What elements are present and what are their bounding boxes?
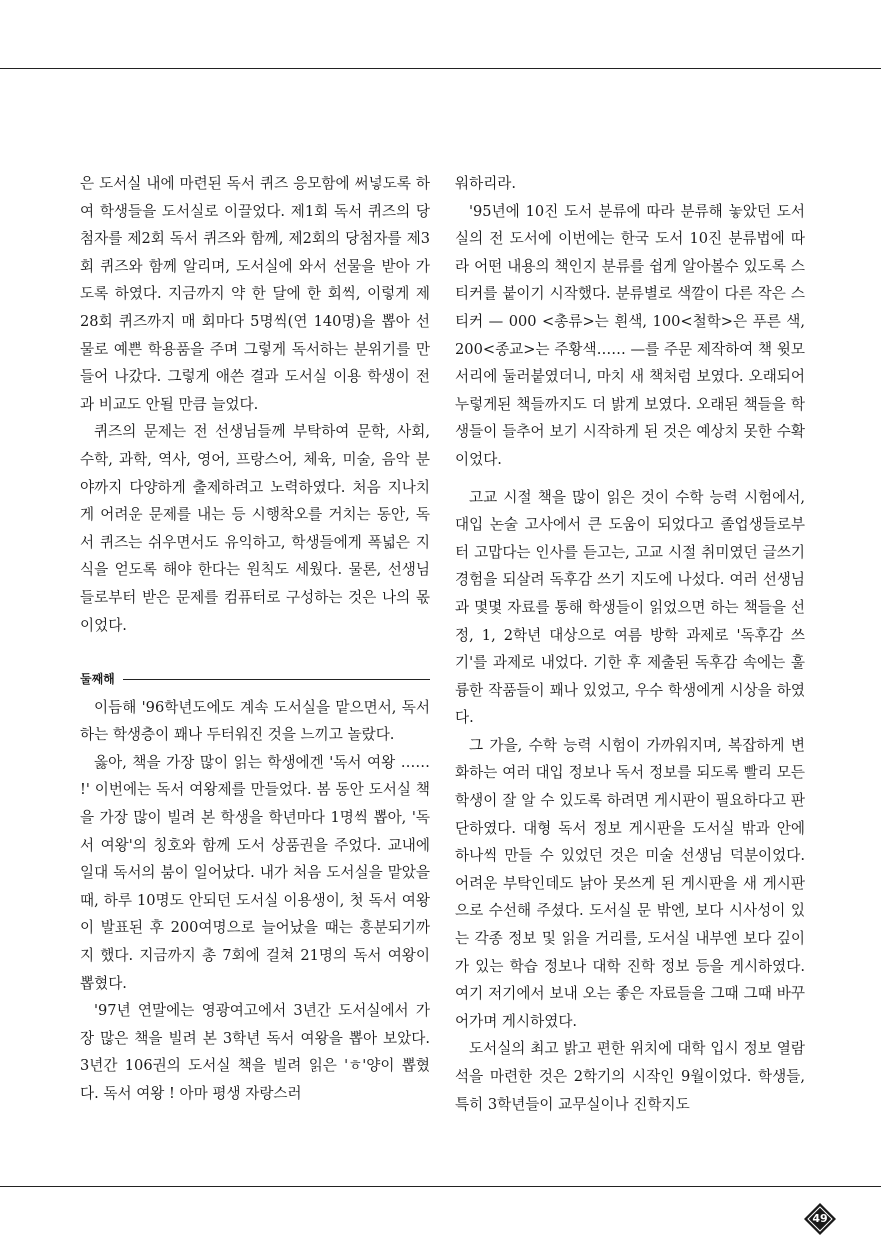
paragraph: 워하리라. [455, 175, 517, 192]
paragraph: '95년에 10진 도서 분류에 따라 분류해 놓았던 도서실의 전 도서에 이번에는 한국 도서 10진 분류법에 따라 어떤 내용의 책인지 분류를 쉽게 알아볼수 있도록 스티커를 붙이기 시작했다. 분류별로 색깔이 다른 작은 스티커 — 000 <총류>는 흰색, 100<철학>은 푸른 색, 200<종교>는 주황색…… —를 주문 제작하여 책 윗모서리에 둘러붙였더니, 마치 새 책처럼 보였다. 오래되어 누렇게된 책들까지도 더 밝게 보였다. 오래된 책들을 학생들이 들추어 보기 시작하게 된 것은 예상치 못한 수확이었다. [455, 202, 805, 468]
paragraph: '97년 연말에는 영광여고에서 3년간 도서실에서 가장 많은 책을 빌려 본 3학년 독서 여왕을 뽑아 보았다. 3년간 106권의 도서실 책을 빌려 읽은 'ㅎ'양이 뽑혔다. 독서 여왕 ! 아마 평생 자랑스러 [80, 1002, 430, 1102]
paragraph: 퀴즈의 문제는 전 선생님들께 부탁하여 문학, 사회, 수학, 과학, 역사, 영어, 프랑스어, 체육, 미술, 음악 분야까지 다양하게 출제하려고 노력하였다. 처음 지나치게 어려운 문제를 내는 등 시행착오를 거치는 동안, 독서 퀴즈는 쉬우면서도 유익하고, 학생들에게 폭넓은 지식을 얻도록 해야 한다는 원칙도 세웠다. 물론, 선생님들로부터 받은 문제를 컴퓨터로 구성하는 것은 나의 몫이었다. [80, 423, 430, 634]
bottom-rule [0, 1186, 881, 1187]
paragraph: 도서실의 최고 밝고 편한 위치에 대학 입시 정보 열람석을 마련한 것은 2학기의 시작인 9월이었다. 학생들, 특히 3학년들이 교무실이나 진학지도 [455, 1040, 805, 1113]
page-number: 49 [812, 1212, 828, 1225]
page-number-badge [803, 1202, 837, 1236]
section-heading-label: 둘째해 [80, 672, 115, 687]
section-heading-rule [123, 679, 430, 680]
paragraph: 이듬해 '96학년도에도 계속 도서실을 맡으면서, 독서하는 학생층이 꽤나 두터워진 것을 느끼고 놀랐다. [80, 698, 430, 744]
paragraph: 은 도서실 내에 마련된 독서 퀴즈 응모함에 써넣도록 하여 학생들을 도서실로 이끌었다. 제1회 독서 퀴즈의 당첨자를 제2회 독서 퀴즈와 함께, 제2회의 당첨자를 제3회 퀴즈와 함께 알리며, 도서실에 와서 선물을 받아 가도록 하였다. 지금까지 약 한 달에 한 회씩, 이렇게 제28회 퀴즈까지 매 회마다 5명씩(연 140명)을 뽑아 선물로 예쁜 학용품을 주며 그렇게 독서하는 분위기를 만들어 나갔다. 그렇게 애쓴 결과 도서실 이용 학생이 전과 비교도 안될 만큼 늘었다. [80, 175, 430, 413]
top-rule [0, 68, 881, 69]
paragraph: 옳아, 책을 가장 많이 읽는 학생에겐 '독서 여왕 …… !' 이번에는 독서 여왕제를 만들었다. 봄 동안 도서실 책을 가장 많이 빌려 본 학생을 학년마다 1명씩 뽑아, '독서 여왕'의 칭호와 함께 도서 상품권을 주었다. 교내에 일대 독서의 붐이 일어났다. 내가 처음 도서실을 맡았을 때, 하루 10명도 안되던 도서실 이용생이, 첫 독서 여왕이 발표된 후 200여명으로 늘어났을 때는 흥분되기까지 했다. 지금까지 총 7회에 걸쳐 21명의 독서 여왕이 뽑혔다. [80, 753, 430, 992]
left-column [80, 170, 430, 1108]
paragraph: 고교 시절 책을 많이 읽은 것이 수학 능력 시험에서, 대입 논술 고사에서 큰 도움이 되었다고 졸업생들로부터 고맙다는 인사를 듣고는, 고교 시절 취미였던 글쓰기 경험을 되살려 독후감 쓰기 지도에 나섰다. 여러 선생님과 몇몇 자료를 통해 학생들이 읽었으면 하는 책들을 선정, 1, 2학년 대상으로 여름 방학 과제로 '독후감 쓰기'를 과제로 내었다. 기한 후 제출된 독후감 속에는 훌륭한 작품들이 꽤나 있었고, 우수 학생에게 시상을 하였다. [455, 488, 805, 727]
section-heading [80, 666, 430, 694]
right-column [455, 170, 805, 1118]
paragraph: 그 가을, 수학 능력 시험이 가까워지며, 복잡하게 변화하는 여러 대입 정보나 독서 정보를 되도록 빨리 모든 학생이 잘 알 수 있도록 하려면 게시판이 필요하다고 판단하였다. 대형 독서 정보 게시판을 도서실 밖과 안에 하나씩 만들 수 있었던 것은 미술 선생님 덕분이었다. 어려운 부탁인데도 낡아 못쓰게 된 게시판을 새 게시판으로 수선해 주셨다. 도서실 문 밖엔, 보다 시사성이 있는 각종 정보 및 읽을 거리를, 도서실 내부엔 보다 깊이가 있는 학습 정보나 대학 진학 정보 등을 게시하였다. 여기 저기에서 보내 오는 좋은 자료들을 그때 그때 바꾸어가며 게시하였다. [455, 736, 805, 1030]
